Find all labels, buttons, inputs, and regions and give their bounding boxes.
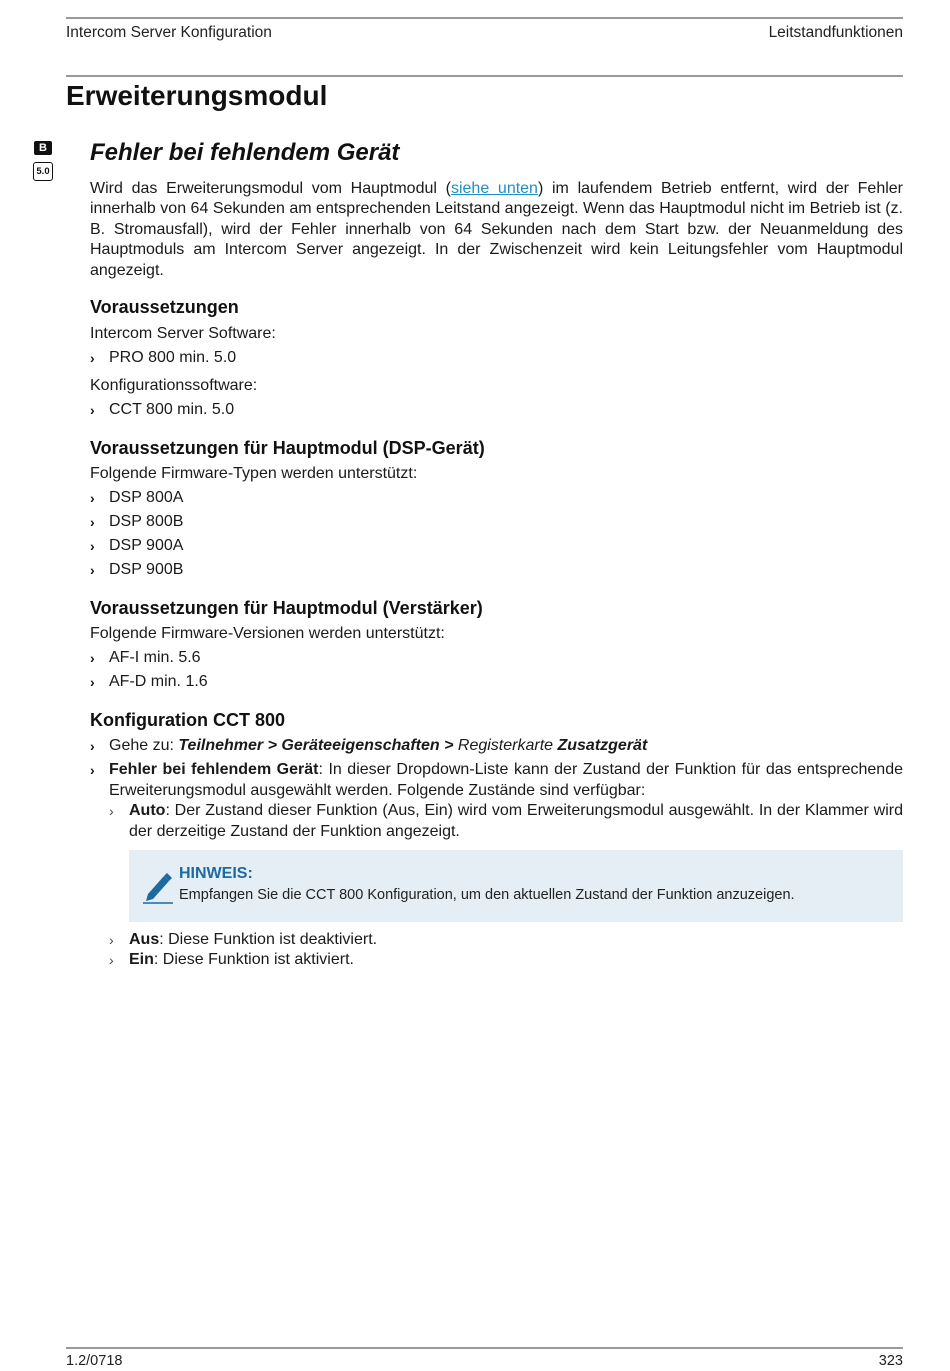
menu-path: Teilnehmer > Geräteeigenschaften > xyxy=(178,737,458,755)
list-item: › DSP 900B xyxy=(90,558,903,582)
footer-version: 1.2/0718 xyxy=(66,1353,123,1369)
chevron-right-icon: › xyxy=(90,538,95,555)
amplifier-intro: Folgende Firmware-Versionen werden unterstützt: xyxy=(90,625,445,643)
version-badge: 5.0 xyxy=(33,162,53,181)
state-list xyxy=(90,801,903,842)
section-title: Fehler bei fehlendem Gerät xyxy=(90,139,400,166)
chevron-right-icon: › xyxy=(90,650,95,667)
tab-name: Zusatzgerät xyxy=(557,737,648,755)
chevron-right-icon: › xyxy=(90,350,95,367)
intro-text-end: ) im laufendem Betrieb entfernt, wird der Fehler innerhalb von 64 Sekunden am entsprechenden Leitstand angezeigt. Wenn das Hauptmodul nicht im Betrieb ist (z. B. Stromausfall), wird der Fehler innerhalb von 64 Sekunden nach dem Start bzw. der Neuanmeldung des Hauptmoduls am Intercom Server angezeigt. In der Zwischenzeit wird kein Leitungsfehler vom Hauptmodul angezeigt. xyxy=(90,180,904,279)
option-step: › Fehler bei fehlendem Gerät: In dieser Dropdown-Liste kann der Zustand der Funktion für das entsprechende Erweiterungsmodul ausgewählt werden. Folgende Zustände sind verfügbar: xyxy=(90,761,903,799)
header-bottom-rule xyxy=(66,75,903,77)
header-chapter-name: Leitstandfunktionen xyxy=(768,24,903,41)
chevron-right-icon: › xyxy=(90,402,95,419)
note-text: Empfangen Sie die CCT 800 Konfiguration, um den aktuellen Zustand der Funktion anzuzeigen. xyxy=(179,887,795,904)
chevron-right-icon: › xyxy=(90,674,95,691)
goto-step: › Gehe zu: Teilnehmer > Geräteeigenschaften > Registerkarte Zusatzgerät xyxy=(90,736,903,756)
note-box xyxy=(129,850,903,922)
chapter-title: Erweiterungsmodul xyxy=(66,80,328,111)
pencil-icon xyxy=(142,870,174,904)
server-software-list xyxy=(90,346,903,370)
intro-paragraph xyxy=(90,179,903,281)
chevron-right-icon: › xyxy=(90,490,95,507)
dsp-list xyxy=(90,486,903,582)
list-item: › DSP 800A xyxy=(90,486,903,510)
config-software-label: Konfigurationssoftware: xyxy=(90,377,258,395)
prerequisites-heading: Voraussetzungen xyxy=(90,297,239,318)
edition-badge: B xyxy=(34,141,52,155)
chevron-right-outline-icon: › xyxy=(109,952,114,969)
see-below-link[interactable]: siehe unten xyxy=(450,180,538,197)
chevron-right-outline-icon: › xyxy=(109,932,114,949)
chevron-right-icon: › xyxy=(90,738,95,755)
list-item: › DSP 900A xyxy=(90,534,903,558)
chevron-right-icon: › xyxy=(90,514,95,531)
state-item-ein: › Ein: Diese Funktion ist aktiviert. xyxy=(90,950,903,970)
chevron-right-icon: › xyxy=(90,762,95,779)
list-item: › AF-I min. 5.6 xyxy=(90,646,903,670)
dsp-intro: Folgende Firmware-Typen werden unterstützt: xyxy=(90,465,418,483)
note-title: HINWEIS: xyxy=(179,865,253,883)
dsp-heading: Voraussetzungen für Hauptmodul (DSP-Gerät) xyxy=(90,438,485,459)
config-software-list xyxy=(90,398,903,422)
amplifier-list xyxy=(90,646,903,694)
state-item-auto: › Auto: Der Zustand dieser Funktion (Aus, Ein) wird vom Erweiterungsmodul ausgewählt. In der Klammer wird der derzeitige Zustand der Funktion angezeigt. xyxy=(109,802,903,840)
chevron-right-outline-icon: › xyxy=(109,803,114,820)
server-software-label: Intercom Server Software: xyxy=(90,325,276,343)
configuration-heading: Konfiguration CCT 800 xyxy=(90,710,286,731)
header-top-rule xyxy=(66,17,903,19)
page-number: 323 xyxy=(878,1353,903,1369)
intro-text-start: Wird das Erweiterungsmodul vom Hauptmodul ( xyxy=(90,180,451,197)
list-item: › DSP 800B xyxy=(90,510,903,534)
list-item: › AF-D min. 1.6 xyxy=(90,670,903,694)
main-content xyxy=(90,136,903,971)
footer-rule xyxy=(66,1347,903,1349)
amplifier-heading: Voraussetzungen für Hauptmodul (Verstärker) xyxy=(90,598,483,619)
option-name: Fehler bei fehlendem Gerät xyxy=(109,761,319,779)
configuration-steps xyxy=(90,736,903,801)
state-item-aus: › Aus: Diese Funktion ist deaktiviert. xyxy=(90,930,903,950)
list-item: › CCT 800 min. 5.0 xyxy=(90,398,903,422)
state-list-continued xyxy=(90,930,903,971)
header-document-title: Intercom Server Konfiguration xyxy=(66,24,272,41)
list-item: › PRO 800 min. 5.0 xyxy=(90,346,903,370)
chevron-right-icon: › xyxy=(90,562,95,579)
